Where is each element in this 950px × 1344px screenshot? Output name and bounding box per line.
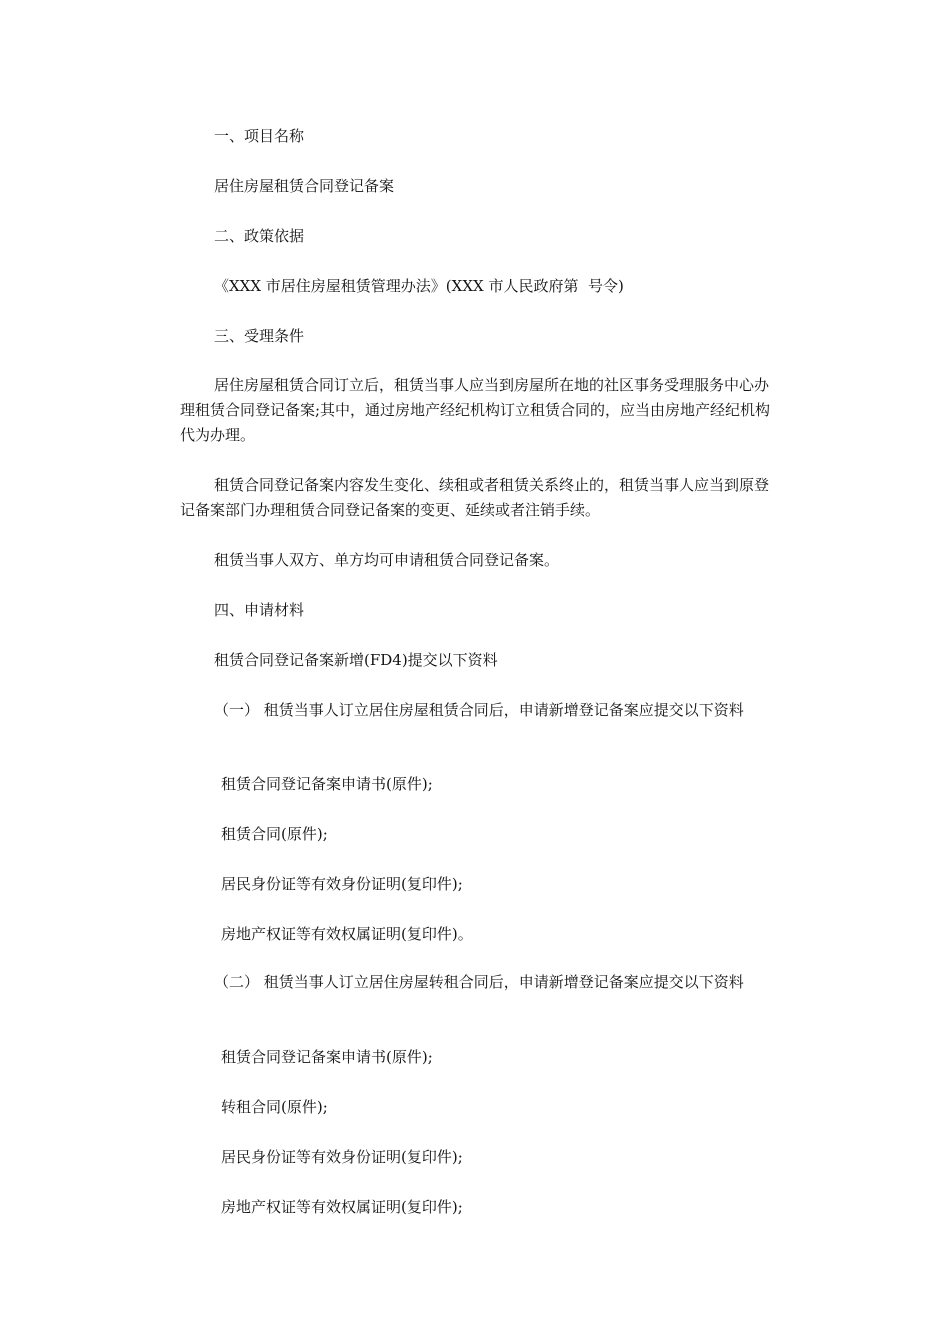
section-2-title: （二） 租赁当事人订立居住房屋转租合同后，申请新增登记备案应提交以下资料 [214, 973, 744, 991]
policy-basis-text: 《XXX 市居住房屋租赁管理办法》(XXX 市人民政府第 号令) [214, 277, 624, 295]
condition-paragraph-3: 租赁当事人双方、单方均可申请租赁合同登记备案。 [214, 551, 560, 569]
section-2-item: 房地产权证等有效权属证明(复印件); [221, 1198, 463, 1216]
heading-project-name: 一、项目名称 [214, 127, 305, 145]
heading-acceptance-conditions: 三、受理条件 [214, 327, 305, 345]
condition-paragraph-2: 租赁合同登记备案内容发生变化、续租或者租赁关系终止的，租赁当事人应当到原登记备案部门办理租赁合同登记备案的变更、延续或者注销手续。 [180, 476, 770, 519]
heading-policy-basis: 二、政策依据 [214, 227, 305, 245]
project-name-text: 居住房屋租赁合同登记备案 [214, 177, 395, 195]
condition-paragraph-1: 居住房屋租赁合同订立后，租赁当事人应当到房屋所在地的社区事务受理服务中心办理租赁合同登记备案;其中，通过房地产经纪机构订立租赁合同的，应当由房地产经纪机构代为办理。 [180, 376, 771, 444]
materials-intro: 租赁合同登记备案新增(FD4)提交以下资料 [214, 651, 498, 669]
heading-application-materials: 四、申请材料 [214, 601, 305, 619]
section-1-item: 房地产权证等有效权属证明(复印件)。 [221, 925, 473, 943]
section-1-item: 居民身份证等有效身份证明(复印件); [221, 875, 463, 893]
section-2-item: 租赁合同登记备案申请书(原件); [221, 1048, 433, 1066]
section-1-item: 租赁合同(原件); [221, 825, 328, 843]
section-1-title: （一） 租赁当事人订立居住房屋租赁合同后，申请新增登记备案应提交以下资料 [214, 701, 744, 719]
section-2-item: 居民身份证等有效身份证明(复印件); [221, 1148, 463, 1166]
section-2-item: 转租合同(原件); [221, 1098, 328, 1116]
section-1-item: 租赁合同登记备案申请书(原件); [221, 775, 433, 793]
